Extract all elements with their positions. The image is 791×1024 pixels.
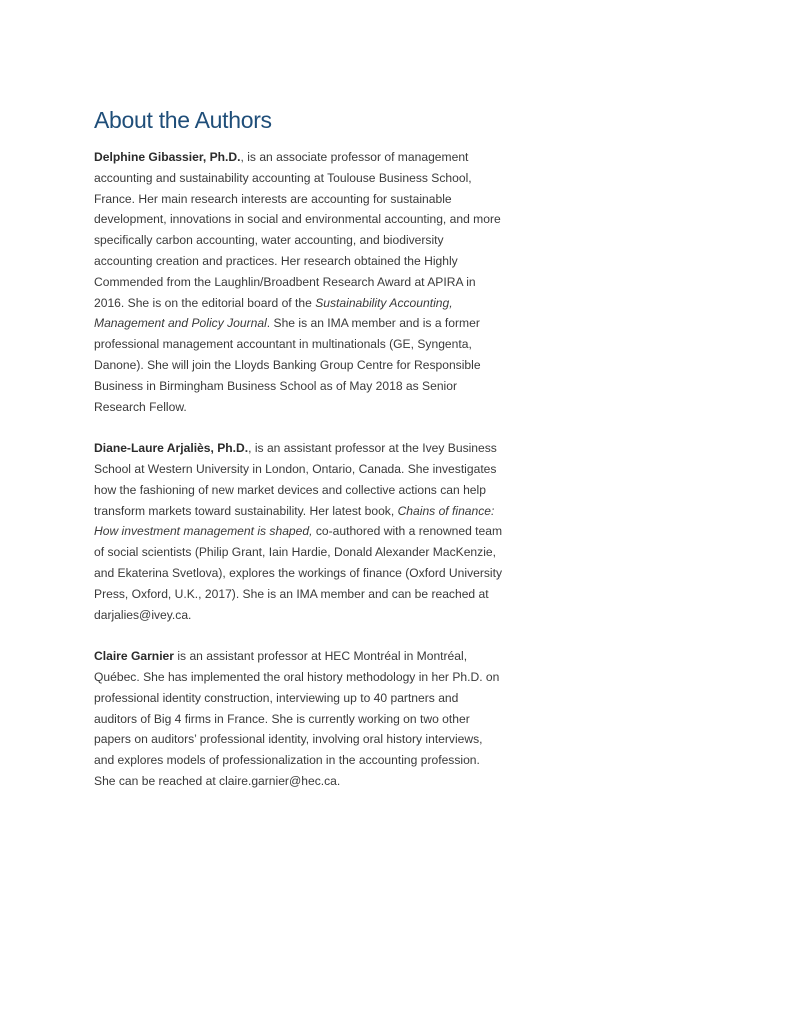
page-title: About the Authors xyxy=(94,107,272,133)
author-bio-gibassier xyxy=(94,147,504,417)
journal-title: Sustainability Accounting, Management and Policy Journal xyxy=(94,295,453,331)
bio-text: is an assistant professor at HEC Montréal in Montréal, Québec. She has implemented the oral history methodology in her Ph.D. on professional identity construction, interviewing up to 40 partners and auditors of Big 4 firms in France. She is currently working on two other papers on auditors’ professional identity, involving oral history interviews, and explores models of professionalization in the accounting profession. She can be reached at claire.garnier@hec.ca. xyxy=(94,649,500,788)
author-name: Delphine Gibassier, Ph.D. xyxy=(94,150,241,164)
bio-text: , is an assistant professor at the Ivey Business School at Western University in London, Ontario, Canada. She investigates how the fashioning of new market devices and collective actions can help transform markets toward sustainability. Her latest book, xyxy=(94,441,497,518)
author-name: Diane-Laure Arjaliès, Ph.D. xyxy=(94,441,249,456)
author-bio-arjalies xyxy=(94,438,504,625)
about-authors-section xyxy=(94,104,504,813)
author-name: Claire Garnier xyxy=(94,649,174,664)
bio-text: . She is an IMA member and is a former professional management accountant in multinationals (GE, Syngenta, Danone). She will join the Lloyds Banking Group Centre for Responsible Business in Birmingham Business School as of May 2018 as Senior Research Fellow. xyxy=(94,316,481,414)
bio-text: , is an associate professor of management accounting and sustainability accounting at Toulouse Business School, France. Her main research interests are accounting for sustainable development, innovations in social and environmental accounting, and more specifically carbon accounting, water accounting, and biodiversity accounting creation and practices. Her research obtained the Highly Commended from the Laughlin/Broadbent Research Award at APIRA in 2016. She is on the editorial board of the xyxy=(94,150,501,310)
author-bio-garnier xyxy=(94,646,504,792)
book-title: Chains of finance: How investment management is shaped, xyxy=(94,503,495,539)
bio-text: co-authored with a renowned team of social scientists (Philip Grant, Iain Hardie, Donald Alexander MacKenzie, and Ekaterina Svetlova), explores the workings of finance (Oxford University Press, Oxford, U.K., 2017). She is an IMA member and can be reached at darjalies@ivey.ca. xyxy=(94,524,503,622)
